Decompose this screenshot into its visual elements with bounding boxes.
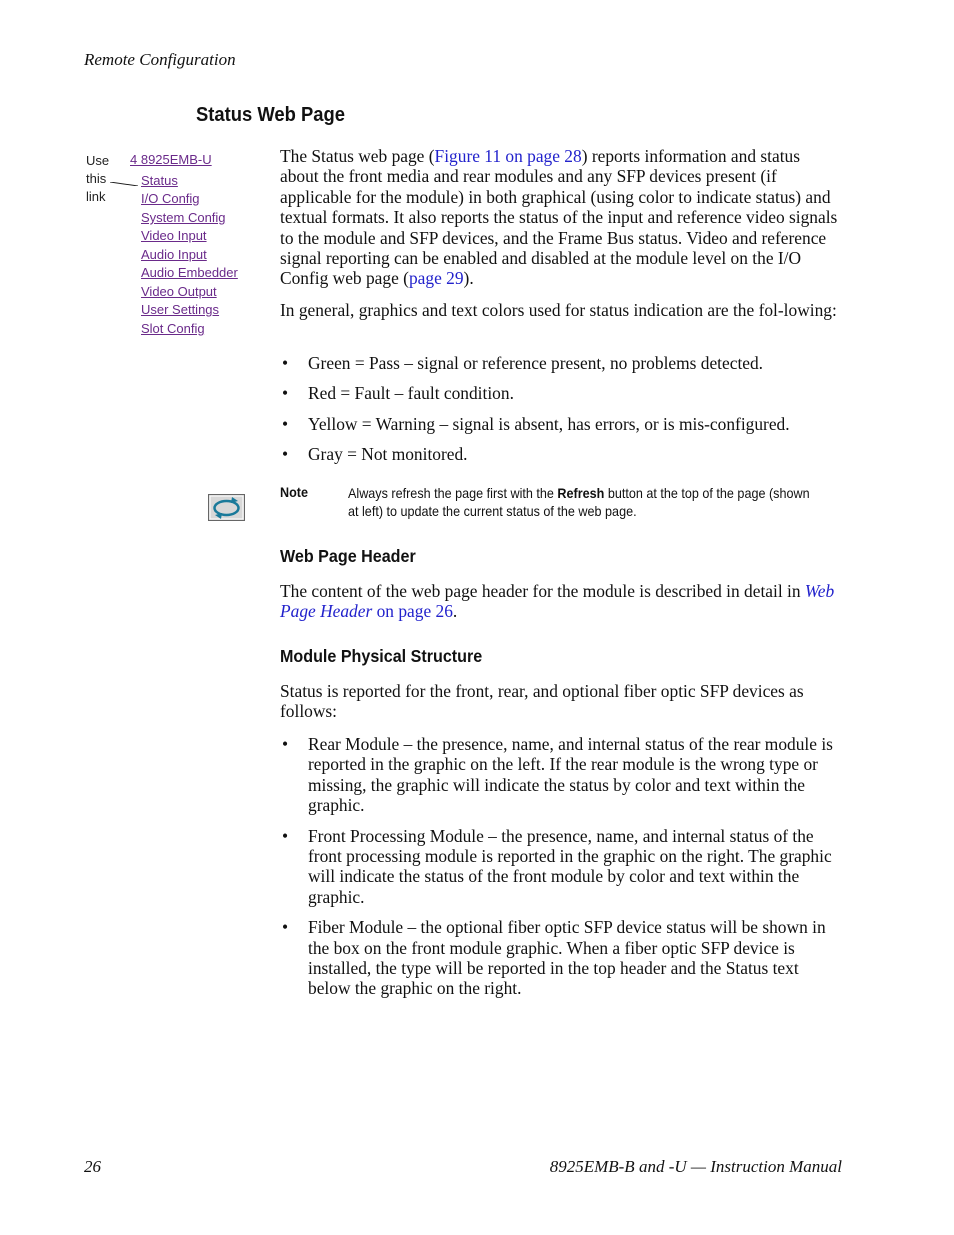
section-title: Status Web Page	[196, 104, 345, 126]
list-item: • Yellow = Warning – signal is absent, has errors, or is mis-configured.	[280, 414, 842, 434]
module-structure-intro: Status is reported for the front, rear, and optional fiber optic SFP devices as follows:	[280, 681, 804, 722]
nav-link-video-input[interactable]: Video Input	[141, 228, 207, 243]
list-item: • Green = Pass – signal or reference present, no problems detected.	[280, 353, 842, 373]
refresh-icon	[208, 494, 245, 521]
use-this-link-label: Use this link	[86, 153, 110, 204]
intro-paragraph: The Status web page (Figure 11 on page 28) reports information and status about the front media and rear modules and any SFP devices present (if applicable for the module) in both graphical (using color to indicate status) and textual formats. It also reports the status of the input and reference video signals to the module and SFP devices, and the Frame Bus status. Video and reference signal reporting can be enabled and disabled at the module level on the I/O Config web page (page 29).	[280, 146, 838, 289]
module-structure-list	[280, 734, 842, 999]
module-structure-title: Module Physical Structure	[280, 646, 483, 666]
nav-link-module[interactable]: 4 8925EMB-U	[130, 152, 212, 167]
note-text: Always refresh the page first with the Refresh button at the top of the page (shown at left) to update the current status of the web page.	[348, 485, 810, 519]
running-head: Remote Configuration	[84, 50, 236, 69]
web-page-header-title: Web Page Header	[280, 546, 416, 566]
nav-link-status[interactable]: Status	[141, 173, 178, 188]
nav-link-audio-input[interactable]: Audio Input	[141, 247, 207, 262]
nav-link-slot-config[interactable]: Slot Config	[141, 321, 205, 336]
nav-link-user-settings[interactable]: User Settings	[141, 302, 220, 317]
manual-title: 8925EMB-B and -U — Instruction Manual	[549, 1157, 842, 1176]
nav-link-io-config[interactable]: I/O Config	[141, 191, 200, 206]
web-page-header-paragraph: The content of the web page header for the module is described in detail in Web Page Header on page 26.	[280, 581, 835, 622]
pointer-line	[110, 182, 138, 186]
intro-paragraph-2: In general, graphics and text colors used for status indication are the fol-lowing:	[280, 300, 837, 320]
page-26-link[interactable]: on page 26	[372, 601, 453, 622]
list-item: • Rear Module – the presence, name, and internal status of the rear module is reported in the graphic on the left. If the rear module is the wrong type or missing, the graphic will indicate the status by color and text within the graphic.	[280, 734, 842, 816]
nav-link-video-output[interactable]: Video Output	[141, 284, 217, 299]
list-item: • Gray = Not monitored.	[280, 444, 842, 464]
status-color-list	[280, 353, 842, 465]
page-29-link[interactable]: page 29	[408, 268, 464, 289]
note-label: Note	[280, 484, 309, 500]
nav-link-audio-embedder[interactable]: Audio Embedder	[141, 265, 238, 280]
page-number: 26	[84, 1157, 101, 1176]
nav-link-system-config[interactable]: System Config	[141, 210, 226, 225]
web-nav-menu	[86, 152, 276, 352]
list-item: • Fiber Module – the optional fiber optic SFP device status will be shown in the box on the front module graphic. When a fiber optic SFP device is installed, the type will be reported in the top header and the Status text below the graphic on the right.	[280, 917, 842, 999]
web-page-header-link[interactable]: Web Page Header	[280, 581, 835, 622]
list-item: • Red = Fault – fault condition.	[280, 383, 842, 403]
list-item: • Front Processing Module – the presence, name, and internal status of the front processing module is reported in the graphic on the right. The graphic will indicate the status of the front module by color and text within the graphic.	[280, 826, 842, 908]
figure-11-link[interactable]: Figure 11 on page 28	[434, 146, 582, 166]
